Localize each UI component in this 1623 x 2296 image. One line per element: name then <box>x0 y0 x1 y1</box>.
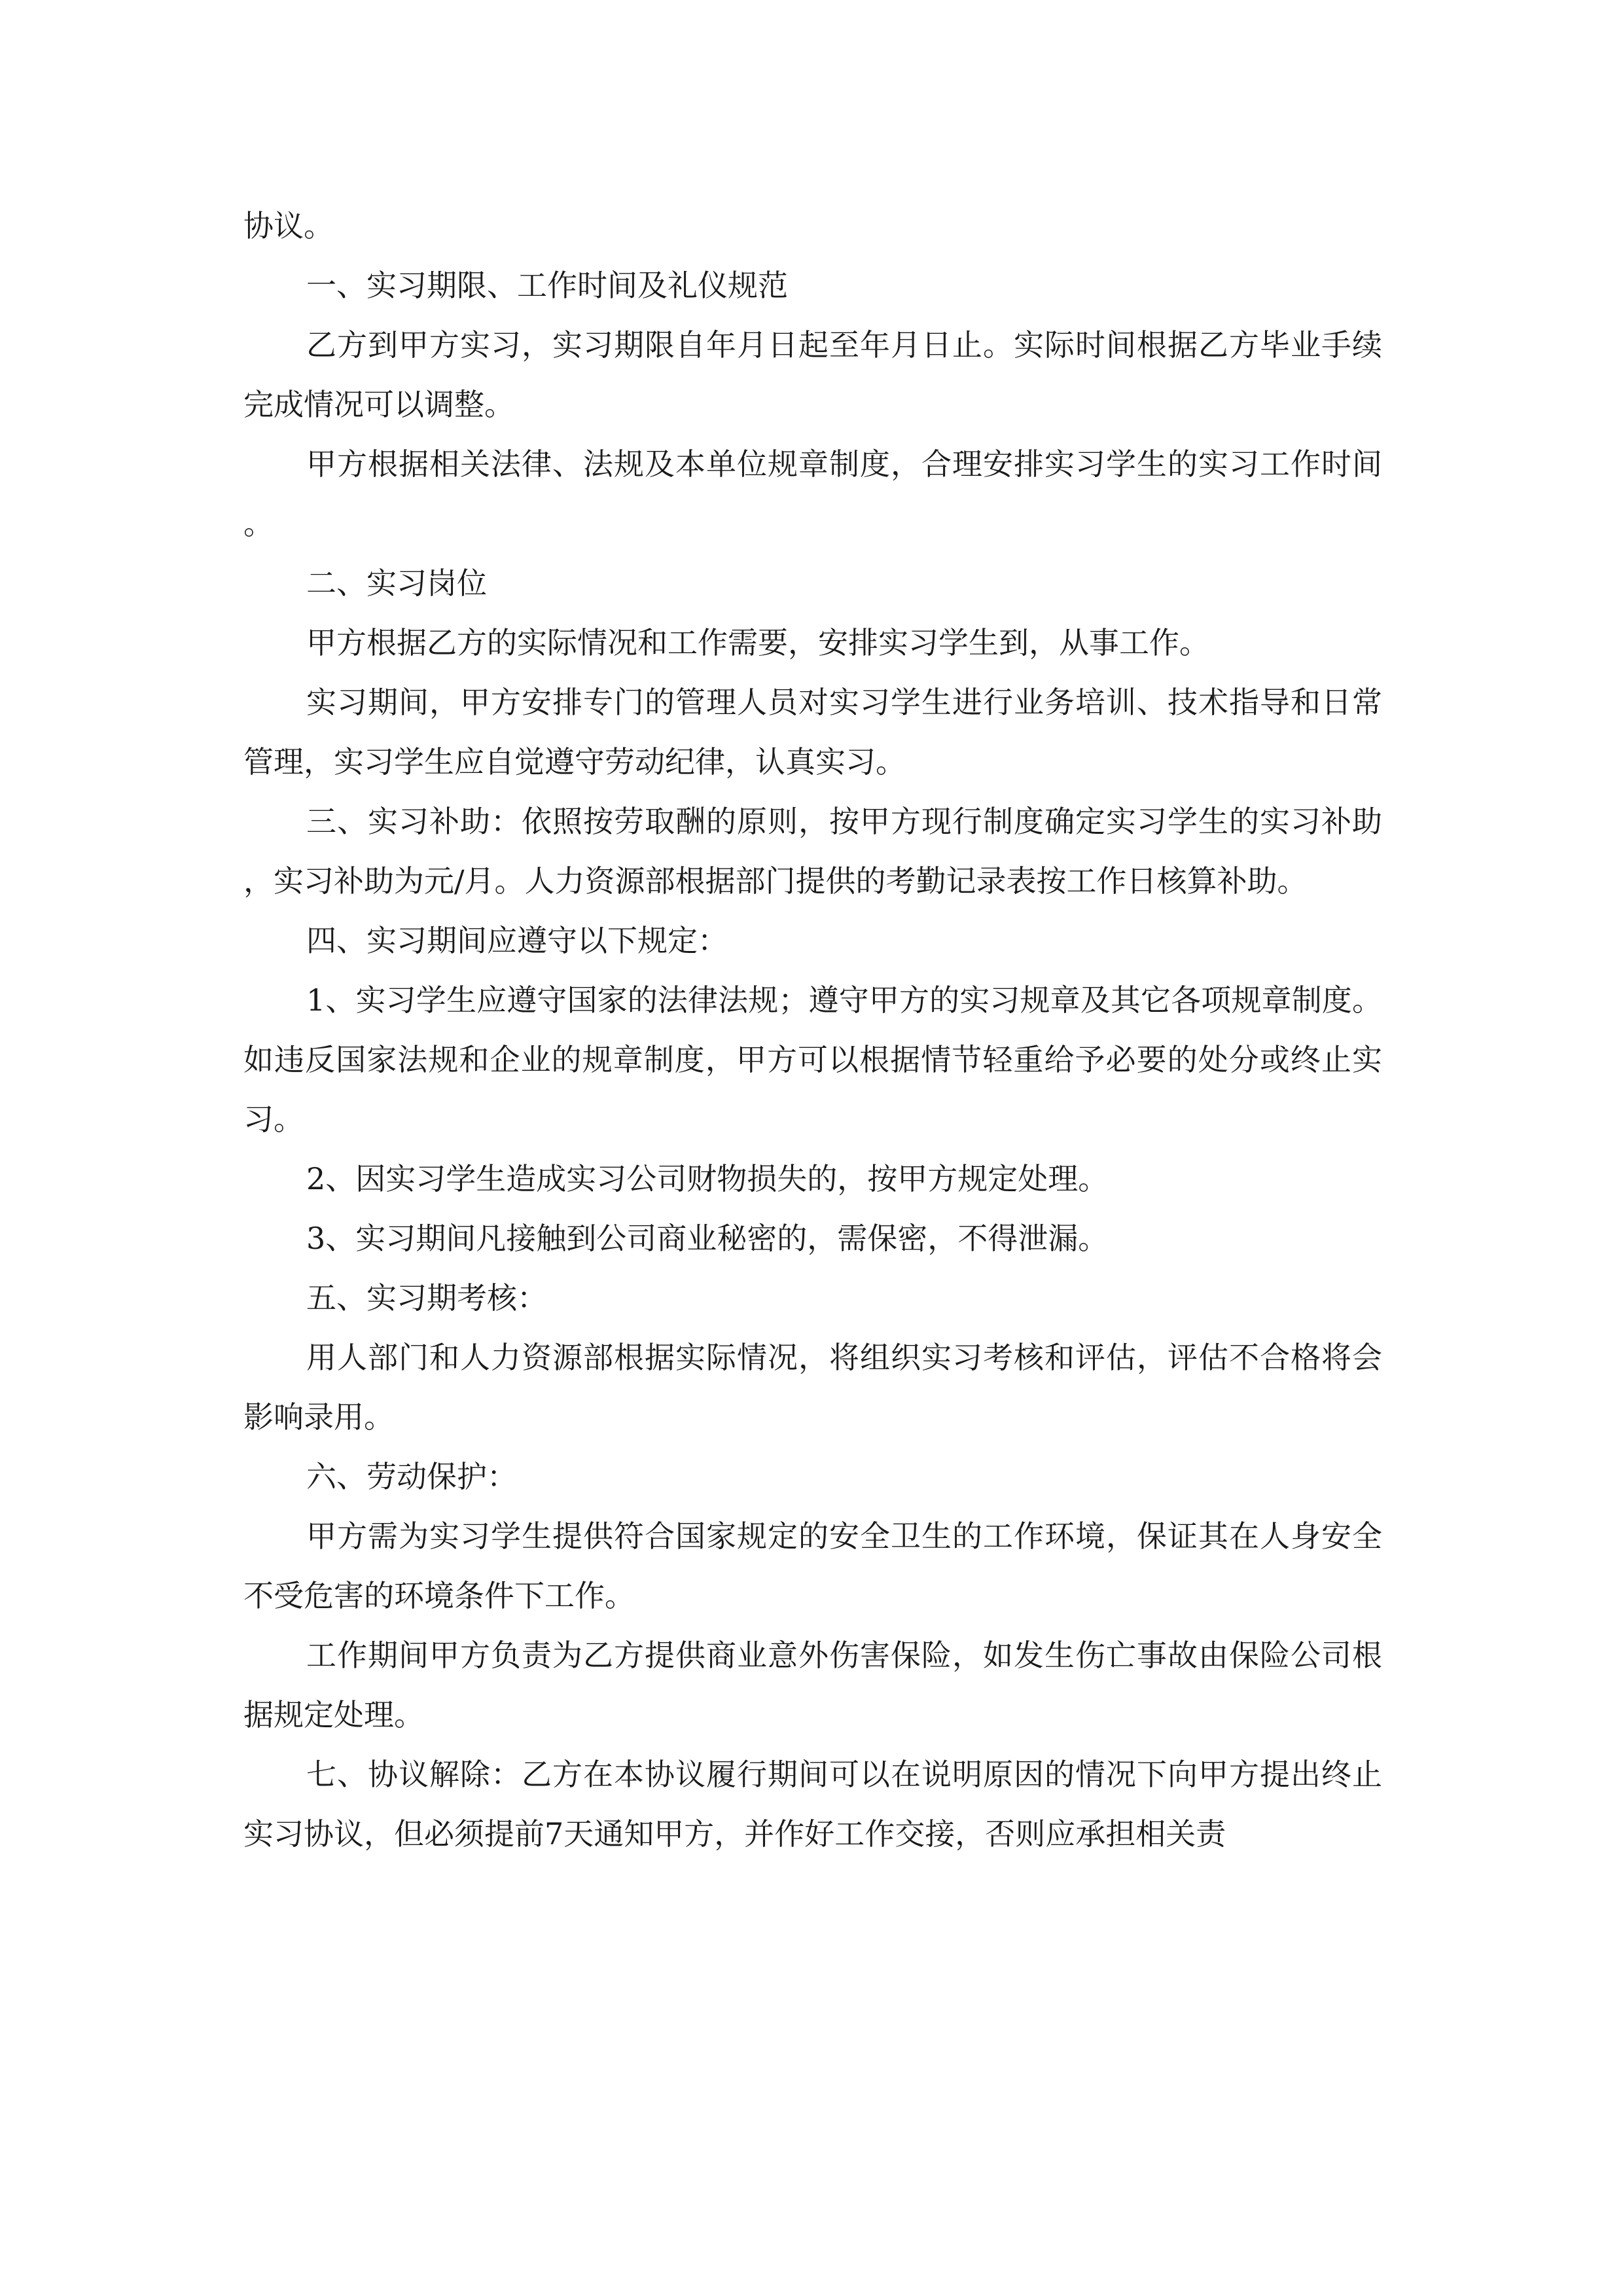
section-heading-7: 七、协议解除：乙方在本协议履行期间可以在说明原因的情况下向甲方提出终止实习协议，但必须提前7天通知甲方，并作好工作交接，否则应承担相关责 <box>243 1757 1382 1852</box>
paragraph: 甲方需为实习学生提供符合国家规定的安全卫生的工作环境，保证其在人身安全不受危害的环境条件下工作。 <box>243 1518 1382 1613</box>
section-heading-4: 四、实习期间应遵守以下规定： <box>306 923 728 958</box>
paragraph-continuation: 协议。 <box>243 208 334 243</box>
list-item: 3、实习期间凡接触到公司商业秘密的，需保密，不得泄漏。 <box>306 1221 1109 1256</box>
list-item: 2、因实习学生造成实习公司财物损失的，按甲方规定处理。 <box>306 1161 1109 1196</box>
paragraph: 实习期间，甲方安排专门的管理人员对实习学生进行业务培训、技术指导和日常管理，实习学生应自觉遵守劳动纪律，认真实习。 <box>243 685 1382 780</box>
document-body <box>243 196 1382 1864</box>
paragraph: 用人部门和人力资源部根据实际情况，将组织实习考核和评估，评估不合格将会影响录用。 <box>243 1340 1382 1435</box>
paragraph: 工作期间甲方负责为乙方提供商业意外伤害保险，如发生伤亡事故由保险公司根据规定处理。 <box>243 1638 1382 1732</box>
list-item: 1、实习学生应遵守国家的法律法规；遵守甲方的实习规章及其它各项规章制度。如违反国家法规和企业的规章制度，甲方可以根据情节轻重给予必要的处分或终止实习。 <box>243 982 1382 1137</box>
section-heading-2: 二、实习岗位 <box>306 565 487 601</box>
section-heading-6: 六、劳动保护： <box>306 1459 517 1494</box>
section-heading-3: 三、实习补助：依照按劳取酬的原则，按甲方现行制度确定实习学生的实习补助，实习补助为元/月。人力资源部根据部门提供的考勤记录表按工作日核算补助。 <box>243 804 1382 899</box>
section-heading-1: 一、实习期限、工作时间及礼仪规范 <box>306 268 788 303</box>
section-heading-5: 五、实习期考核： <box>306 1280 547 1316</box>
paragraph: 甲方根据乙方的实际情况和工作需要，安排实习学生到，从事工作。 <box>306 625 1209 660</box>
paragraph: 乙方到甲方实习，实习期限自年月日起至年月日止。实际时间根据乙方毕业手续完成情况可以调整。 <box>243 327 1382 422</box>
paragraph: 甲方根据相关法律、法规及本单位规章制度，合理安排实习学生的实习工作时间。 <box>243 446 1382 541</box>
